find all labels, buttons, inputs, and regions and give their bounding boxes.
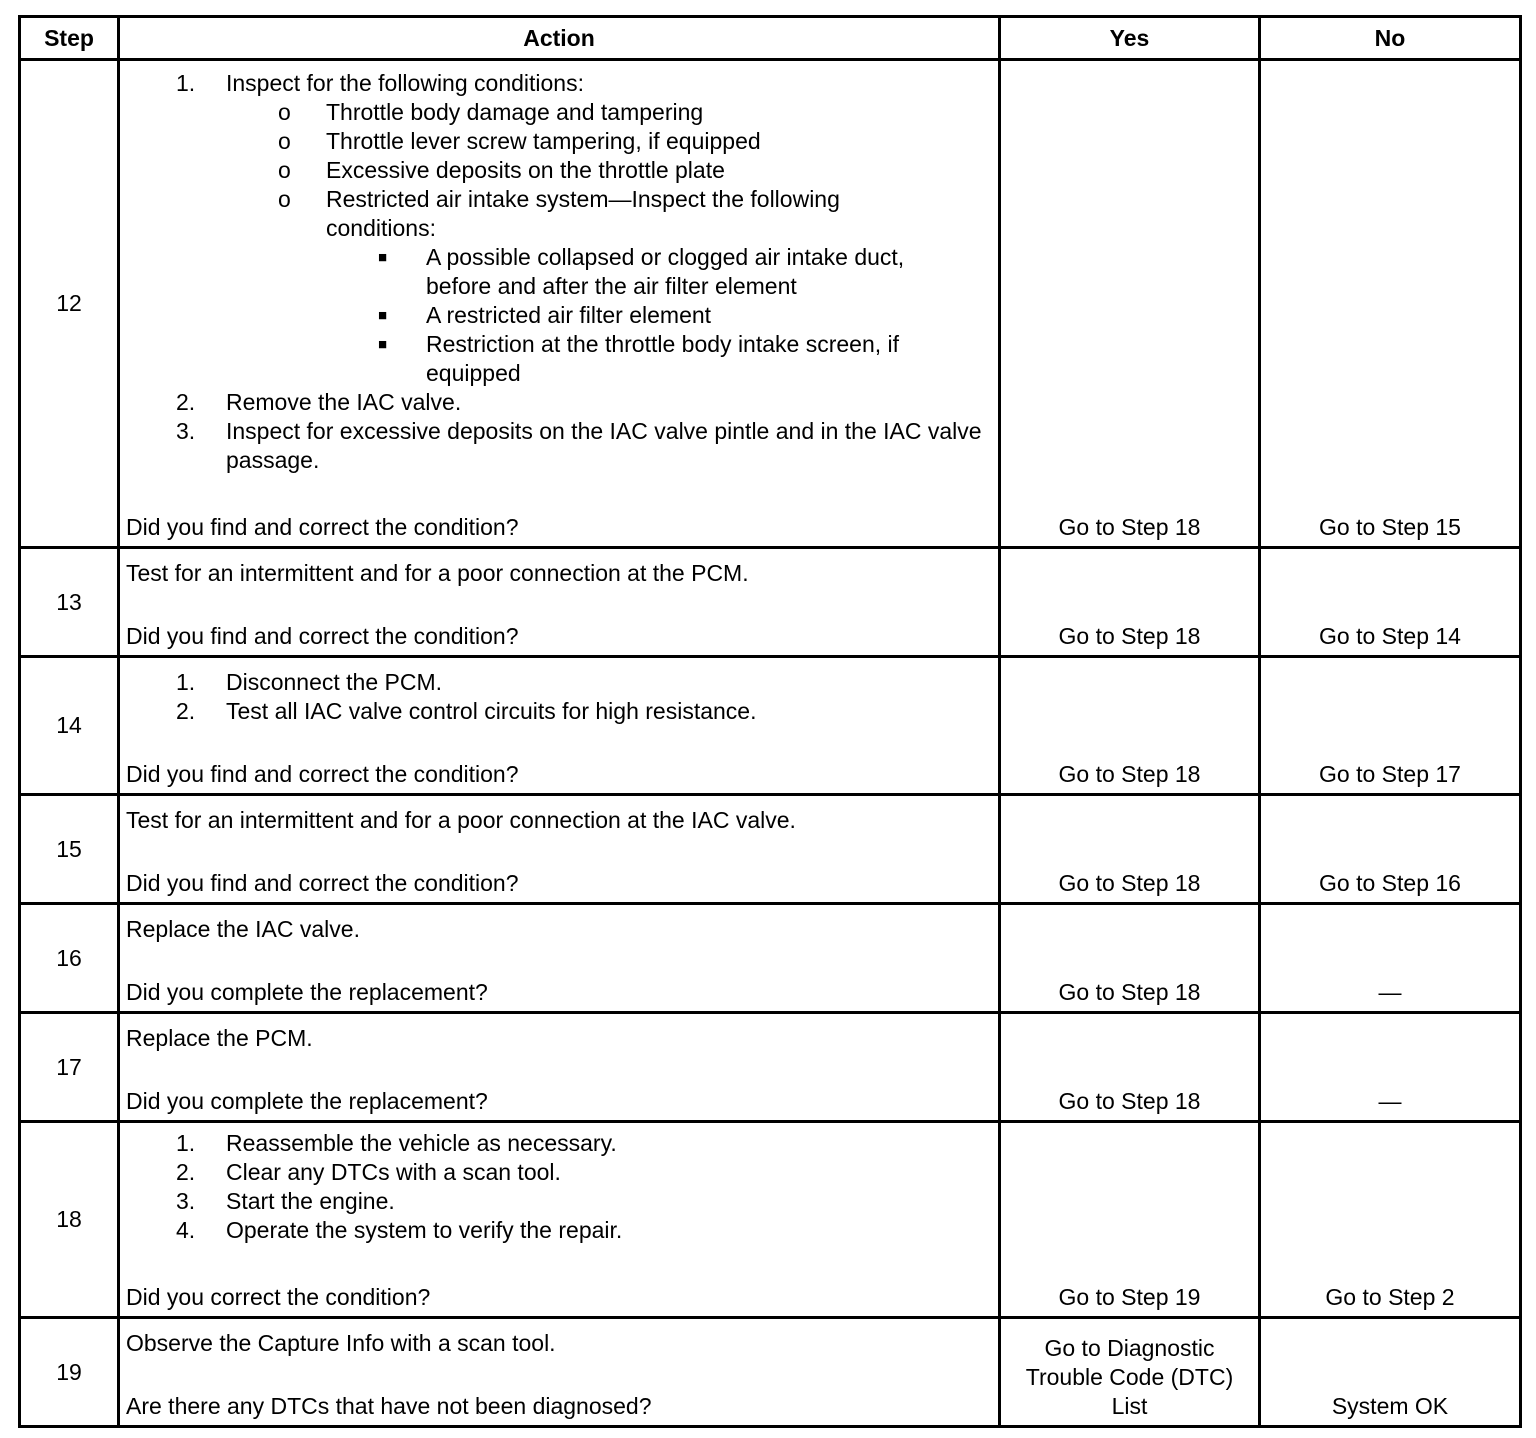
table-row: [20, 904, 1521, 1013]
step-number: 16: [20, 904, 119, 1013]
yes-cell: Go to Step 18: [1000, 657, 1260, 795]
step-number: 12: [20, 60, 119, 548]
diagnostic-table: [18, 15, 1522, 1428]
list-item: 2. Test all IAC valve control circuits for high resistance.: [176, 698, 757, 724]
list-item: o Excessive deposits on the throttle plate: [278, 157, 725, 183]
step-number: 18: [20, 1122, 119, 1318]
list-item: o Throttle body damage and tampering: [278, 99, 704, 125]
action-text: Replace the PCM.: [126, 1025, 313, 1051]
step-number: 17: [20, 1013, 119, 1122]
list-item: 1. Disconnect the PCM.: [176, 669, 443, 695]
yes-cell: Go to Diagnostic Trouble Code (DTC) List: [1000, 1318, 1260, 1427]
action-text: Replace the IAC valve.: [126, 916, 360, 942]
list-item: ■ A possible collapsed or clogged air intake duct, before and after the air filter element: [378, 244, 905, 299]
table-row: [20, 657, 1521, 795]
yes-cell: Go to Step 18: [1000, 548, 1260, 657]
header-no: No: [1260, 17, 1521, 60]
header-yes: Yes: [1000, 17, 1260, 60]
step-number: 15: [20, 795, 119, 904]
table-row: [20, 1318, 1521, 1427]
question: Did you find and correct the condition?: [126, 761, 519, 787]
question: Did you complete the replacement?: [126, 979, 488, 1005]
yes-cell: Go to Step 18: [1000, 904, 1260, 1013]
step-number: 13: [20, 548, 119, 657]
list-item: 2. Clear any DTCs with a scan tool.: [176, 1159, 561, 1185]
list-item: 1. Reassemble the vehicle as necessary.: [176, 1130, 617, 1156]
action-text: Observe the Capture Info with a scan tool.: [126, 1330, 556, 1356]
table-row: [20, 795, 1521, 904]
yes-cell: Go to Step 18: [1000, 60, 1260, 548]
list-item: 2. Remove the IAC valve.: [176, 389, 462, 415]
question: Did you find and correct the condition?: [126, 623, 519, 649]
list-item: 4. Operate the system to verify the repair.: [176, 1217, 623, 1243]
step-number: 14: [20, 657, 119, 795]
list-item: 1. Inspect for the following conditions:: [176, 70, 584, 96]
no-cell: —: [1260, 904, 1521, 1013]
yes-cell: Go to Step 18: [1000, 1013, 1260, 1122]
list-item: o Throttle lever screw tampering, if equipped: [278, 128, 761, 154]
table-row: [20, 60, 1521, 548]
action-cell: [119, 795, 1000, 904]
action-cell: [119, 904, 1000, 1013]
list-item: ■ A restricted air filter element: [378, 302, 712, 328]
action-cell: [119, 657, 1000, 795]
yes-cell: Go to Step 18: [1000, 795, 1260, 904]
no-cell: Go to Step 14: [1260, 548, 1521, 657]
list-item: 3. Start the engine.: [176, 1188, 395, 1214]
action-text: Test for an intermittent and for a poor connection at the IAC valve.: [126, 807, 796, 833]
action-cell: [119, 1013, 1000, 1122]
list-item: ■ Restriction at the throttle body intake screen, if equipped: [378, 331, 900, 386]
header-step: Step: [20, 17, 119, 60]
question: Did you find and correct the condition?: [126, 514, 519, 540]
question: Did you complete the replacement?: [126, 1088, 488, 1114]
table-row: [20, 548, 1521, 657]
table-row: [20, 1122, 1521, 1318]
no-cell: Go to Step 2: [1260, 1122, 1521, 1318]
list-item: o Restricted air intake system—Inspect the following conditions:: [278, 186, 840, 241]
no-cell: System OK: [1260, 1318, 1521, 1427]
action-cell: [119, 548, 1000, 657]
header-action: Action: [119, 17, 1000, 60]
table-row: [20, 1013, 1521, 1122]
action-text: Test for an intermittent and for a poor connection at the PCM.: [126, 560, 749, 586]
action-cell: [119, 1122, 1000, 1318]
no-cell: —: [1260, 1013, 1521, 1122]
question: Are there any DTCs that have not been diagnosed?: [126, 1393, 652, 1419]
action-cell: [119, 60, 1000, 548]
step-number: 19: [20, 1318, 119, 1427]
question: Did you correct the condition?: [126, 1284, 431, 1310]
question: Did you find and correct the condition?: [126, 870, 519, 896]
list-item: 3. Inspect for excessive deposits on the IAC valve pintle and in the IAC valve passage.: [176, 418, 982, 473]
no-cell: Go to Step 17: [1260, 657, 1521, 795]
yes-cell: Go to Step 19: [1000, 1122, 1260, 1318]
action-cell: [119, 1318, 1000, 1427]
no-cell: Go to Step 16: [1260, 795, 1521, 904]
no-cell: Go to Step 15: [1260, 60, 1521, 548]
header-row: [20, 17, 1521, 60]
